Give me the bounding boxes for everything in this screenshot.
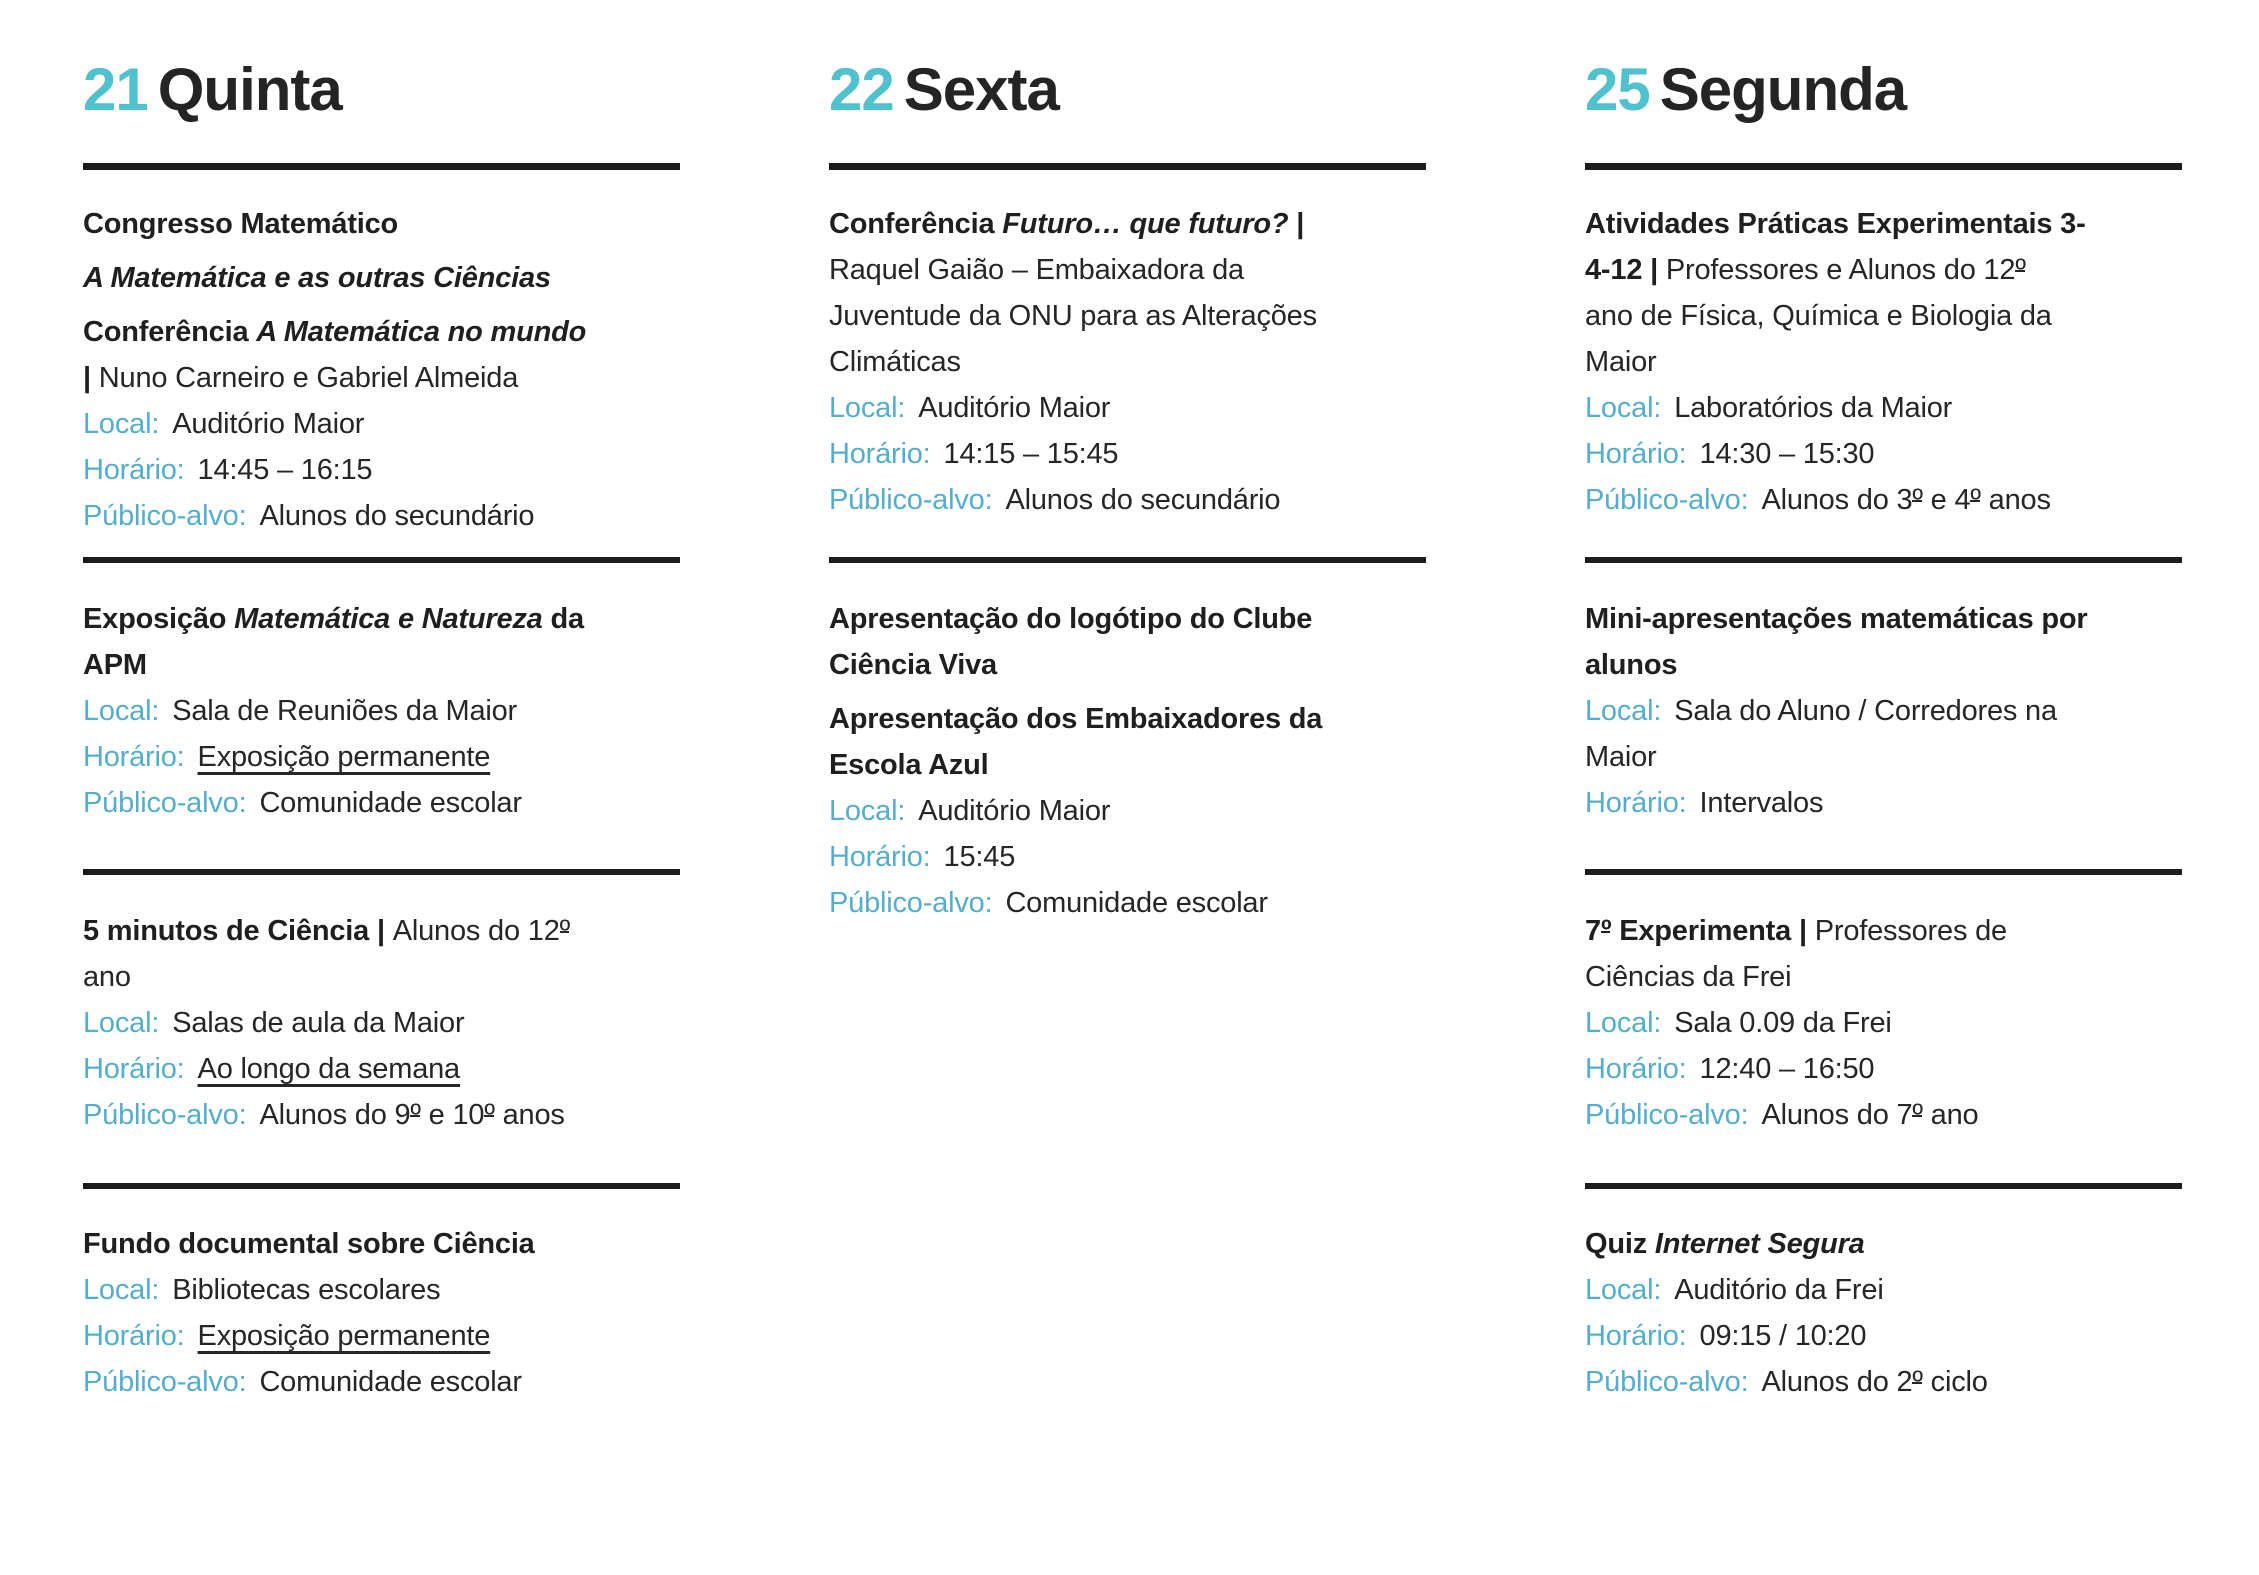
event-title xyxy=(829,696,1426,788)
event-title-segment: | xyxy=(1650,254,1666,286)
detail-label: Local: xyxy=(83,695,160,727)
detail-value: Auditório Maior xyxy=(918,392,1111,424)
detail-value: 15:45 xyxy=(943,841,1016,873)
event-detail-row xyxy=(83,1092,680,1138)
detail-label: Público-alvo: xyxy=(83,787,247,819)
event-title-segment: alunos xyxy=(1585,649,1678,681)
event-title-segment: | xyxy=(376,915,393,947)
event-detail-row xyxy=(829,834,1426,880)
day-name: Segunda xyxy=(1659,56,1907,123)
event-title-segment: Nuno Carneiro e Gabriel Almeida xyxy=(98,362,519,394)
event-detail-row xyxy=(1585,1046,2182,1092)
ordinal-indicator: º xyxy=(1970,484,1981,516)
event-block xyxy=(1585,201,2182,523)
detail-label: Público-alvo: xyxy=(83,1099,247,1131)
detail-label: Local: xyxy=(1585,695,1662,727)
event-title-segment: Matemática e Natureza xyxy=(234,603,543,635)
event-detail-row xyxy=(1585,1359,2182,1405)
event-title-segment: A Matemática no mundo xyxy=(256,316,587,348)
detail-value: Alunos do 7º ano xyxy=(1761,1099,1979,1131)
day-header xyxy=(1585,55,1906,124)
header-divider xyxy=(83,163,680,170)
event-title-segment: ano xyxy=(83,961,131,993)
detail-label: Horário: xyxy=(1585,787,1687,819)
event-detail-row xyxy=(1585,688,2182,780)
event-detail-row xyxy=(83,493,680,539)
detail-value: Intervalos xyxy=(1699,787,1824,819)
event-block xyxy=(1585,596,2182,826)
event-title-segment: Internet Segura xyxy=(1654,1228,1865,1260)
event-detail-row xyxy=(83,1267,680,1313)
detail-label: Horário: xyxy=(83,741,185,773)
detail-value: Sala 0.09 da Frei xyxy=(1674,1007,1892,1039)
detail-value: Alunos do 9º e 10º anos xyxy=(259,1099,565,1131)
header-divider xyxy=(1585,163,2182,170)
detail-value: Alunos do secundário xyxy=(1005,484,1281,516)
detail-value: Salas de aula da Maior xyxy=(172,1007,465,1039)
ordinal-indicator: º xyxy=(410,1099,421,1131)
event-title-segment: Raquel Gaião – Embaixadora da xyxy=(829,254,1244,286)
event-title xyxy=(1585,596,2182,688)
detail-value: Alunos do 3º e 4º anos xyxy=(1761,484,2051,516)
event-detail-row xyxy=(1585,431,2182,477)
event-detail-row xyxy=(1585,1000,2182,1046)
detail-value: Auditório da Frei xyxy=(1674,1274,1884,1306)
event-detail-row xyxy=(83,401,680,447)
detail-value: Comunidade escolar xyxy=(1005,887,1268,919)
day-name: Sexta xyxy=(903,56,1059,123)
event-detail-row xyxy=(83,688,680,734)
day-number: 22 xyxy=(829,56,894,123)
event-block xyxy=(83,201,680,539)
detail-value: Auditório Maior xyxy=(172,408,365,440)
event-title xyxy=(83,255,680,301)
event-title-segment: 4-12 xyxy=(1585,254,1651,286)
detail-label: Local: xyxy=(1585,392,1662,424)
detail-label: Horário: xyxy=(83,1053,185,1085)
detail-value: Alunos do 2º ciclo xyxy=(1761,1366,1988,1398)
event-title-segment: Ciência Viva xyxy=(829,649,997,681)
event-detail-row xyxy=(1585,385,2182,431)
detail-value: 14:45 – 16:15 xyxy=(197,454,373,486)
event-title xyxy=(83,908,680,1000)
event-detail-row xyxy=(829,431,1426,477)
event-title-segment: Apresentação dos Embaixadores da xyxy=(829,703,1323,735)
event-detail-row xyxy=(1585,1313,2182,1359)
detail-label: Local: xyxy=(829,795,906,827)
ordinal-indicator: º xyxy=(1912,1366,1923,1398)
event-detail-row xyxy=(83,734,680,780)
event-title-segment: da xyxy=(542,603,584,635)
detail-value: 12:40 – 16:50 xyxy=(1699,1053,1875,1085)
event-divider xyxy=(829,557,1426,563)
day-header xyxy=(83,55,342,124)
event-block xyxy=(83,1221,680,1405)
event-detail-row xyxy=(829,477,1426,523)
event-detail-row xyxy=(83,1313,680,1359)
event-title xyxy=(83,309,680,401)
event-title-segment: Professores e Alunos do 12º xyxy=(1665,254,2026,286)
event-title-segment: APM xyxy=(83,649,147,681)
event-title-segment: Escola Azul xyxy=(829,749,989,781)
event-title-segment: A Matemática e as outras Ciências xyxy=(83,262,551,294)
header-divider xyxy=(829,163,1426,170)
event-title-segment: Fundo documental sobre Ciência xyxy=(83,1228,535,1260)
detail-label: Público-alvo: xyxy=(1585,1099,1749,1131)
event-title-segment: Apresentação do logótipo do Clube xyxy=(829,603,1313,635)
ordinal-indicator: º xyxy=(484,1099,495,1131)
event-title xyxy=(829,201,1426,385)
detail-label: Público-alvo: xyxy=(83,500,247,532)
event-detail-row xyxy=(1585,780,2182,826)
event-title-segment: Conferência xyxy=(829,208,1003,240)
detail-value: Comunidade escolar xyxy=(259,787,522,819)
event-title xyxy=(83,201,680,247)
event-title-segment: | xyxy=(1296,208,1305,240)
event-divider xyxy=(1585,557,2182,563)
event-title-segment: Professores de xyxy=(1814,915,2007,947)
event-title xyxy=(1585,908,2182,1000)
event-divider xyxy=(83,1183,680,1189)
event-detail-row xyxy=(83,1046,680,1092)
event-title-segment: Atividades Práticas Experimentais 3- xyxy=(1585,208,2086,240)
event-title-segment: Ciências da Frei xyxy=(1585,961,1792,993)
day-header xyxy=(829,55,1059,124)
event-title-segment: Quiz xyxy=(1585,1228,1655,1260)
detail-label: Horário: xyxy=(1585,438,1687,470)
event-title-segment: | xyxy=(1798,915,1815,947)
event-title xyxy=(83,1221,680,1267)
day-number: 25 xyxy=(1585,56,1650,123)
event-block xyxy=(83,596,680,826)
detail-value: Auditório Maior xyxy=(918,795,1111,827)
detail-value: Sala do Aluno / Corredores na Maior xyxy=(1585,695,2057,773)
event-detail-row xyxy=(829,788,1426,834)
detail-value: 14:30 – 15:30 xyxy=(1699,438,1875,470)
detail-label: Público-alvo: xyxy=(83,1366,247,1398)
detail-value: Comunidade escolar xyxy=(259,1366,522,1398)
detail-label: Local: xyxy=(83,1274,160,1306)
detail-value: Alunos do secundário xyxy=(259,500,535,532)
detail-value: 09:15 / 10:20 xyxy=(1699,1320,1867,1352)
detail-label: Horário: xyxy=(83,454,185,486)
event-title-segment: | xyxy=(83,362,99,394)
detail-label: Público-alvo: xyxy=(829,887,993,919)
detail-label: Público-alvo: xyxy=(1585,1366,1749,1398)
detail-label: Local: xyxy=(83,1007,160,1039)
event-block xyxy=(83,908,680,1138)
event-title-segment: ano de Física, Química e Biologia da xyxy=(1585,300,2052,332)
event-divider xyxy=(83,557,680,563)
detail-value: Sala de Reuniões da Maior xyxy=(172,695,518,727)
detail-label: Horário: xyxy=(829,438,931,470)
event-title-segment: Maior xyxy=(1585,346,1657,378)
event-title-segment: Congresso Matemático xyxy=(83,208,399,240)
detail-label: Horário: xyxy=(83,1320,185,1352)
event-detail-row xyxy=(83,1359,680,1405)
event-title-segment: Futuro… que futuro? xyxy=(1002,208,1297,240)
event-title xyxy=(1585,1221,2182,1267)
event-block xyxy=(829,201,1426,523)
detail-value: Laboratórios da Maior xyxy=(1674,392,1953,424)
ordinal-indicator: º xyxy=(1912,1099,1923,1131)
detail-value: Bibliotecas escolares xyxy=(172,1274,441,1306)
detail-label: Local: xyxy=(1585,1007,1662,1039)
event-detail-row xyxy=(829,880,1426,926)
detail-label: Local: xyxy=(829,392,906,424)
event-title-segment: Exposição xyxy=(83,603,235,635)
event-divider xyxy=(1585,1183,2182,1189)
event-detail-row xyxy=(83,447,680,493)
event-divider xyxy=(1585,869,2182,875)
detail-label: Horário: xyxy=(829,841,931,873)
detail-label: Público-alvo: xyxy=(829,484,993,516)
detail-value: Ao longo da semana xyxy=(197,1053,460,1085)
event-detail-row xyxy=(83,1000,680,1046)
ordinal-indicator: º xyxy=(1600,915,1612,947)
event-detail-row xyxy=(1585,1092,2182,1138)
event-title xyxy=(1585,201,2182,385)
event-title-segment: 7º Experimenta xyxy=(1585,915,1799,947)
event-title xyxy=(829,596,1426,688)
ordinal-indicator: º xyxy=(559,915,571,947)
detail-label: Público-alvo: xyxy=(1585,484,1749,516)
detail-label: Horário: xyxy=(1585,1053,1687,1085)
event-divider xyxy=(83,869,680,875)
detail-label: Horário: xyxy=(1585,1320,1687,1352)
event-block xyxy=(1585,1221,2182,1405)
event-title-segment: 5 minutos de Ciência xyxy=(83,915,377,947)
detail-label: Local: xyxy=(83,408,160,440)
event-title-segment: Alunos do 12º xyxy=(392,915,571,947)
day-number: 21 xyxy=(83,56,148,123)
event-title xyxy=(83,596,680,688)
event-detail-row xyxy=(83,780,680,826)
event-block xyxy=(1585,908,2182,1138)
ordinal-indicator: º xyxy=(1912,484,1923,516)
event-title-segment: Mini-apresentações matemáticas por xyxy=(1585,603,2088,635)
day-name: Quinta xyxy=(157,56,342,123)
detail-value: Exposição permanente xyxy=(197,1320,491,1352)
event-title-segment: Conferência xyxy=(83,316,257,348)
detail-label: Local: xyxy=(1585,1274,1662,1306)
event-detail-row xyxy=(1585,1267,2182,1313)
event-title-segment: Juventude da ONU para as Alterações Climáticas xyxy=(829,300,1317,378)
event-block xyxy=(829,596,1426,926)
event-detail-row xyxy=(829,385,1426,431)
ordinal-indicator: º xyxy=(2015,254,2026,286)
event-detail-row xyxy=(1585,477,2182,523)
detail-value: Exposição permanente xyxy=(197,741,491,773)
detail-value: 14:15 – 15:45 xyxy=(943,438,1119,470)
